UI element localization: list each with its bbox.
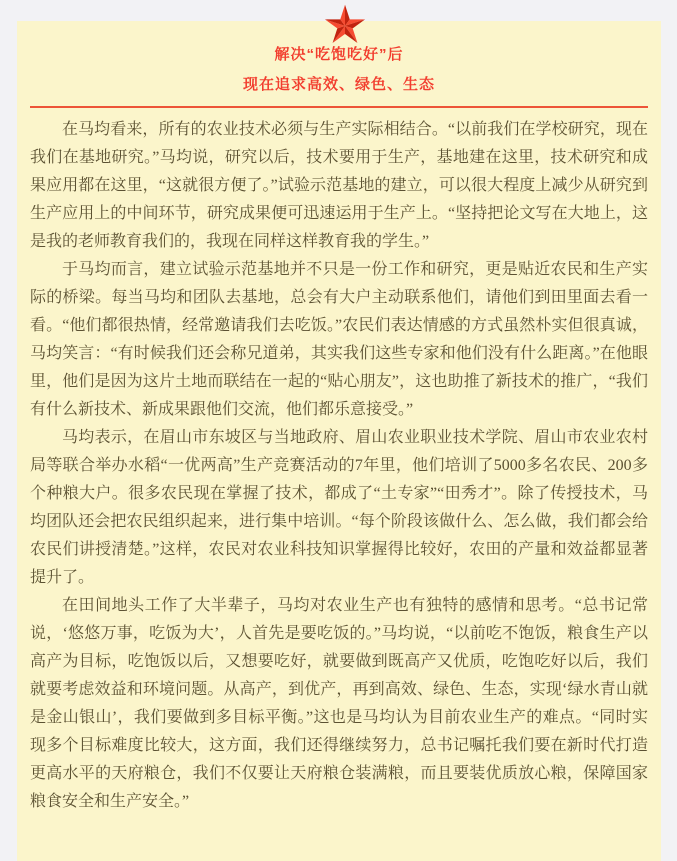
article-title-line1: 解决“吃饱吃好”后 <box>274 46 404 63</box>
article-paragraph-3: 马均表示，在眉山市东坡区与当地政府、眉山农业职业技术学院、眉山市农业农村局等联合举办水稻“一优两高”生产竞赛活动的7年里，他们培训了5000多名农民、200多个种粮大户。很多农民现在掌握了技术，都成了“土专家”“田秀才”。除了传授技术，马均团队还会把农民组织起来，进行集中培训。“每个阶段该做什么、怎么做，我们都会给农民们讲授清楚。”这样，农民对农业科技知识掌握得比较好，农田的产量和效益都显著提升了。 <box>30 429 648 586</box>
article-paragraph-1: 在马均看来，所有的农业技术必须与生产实际相结合。“以前我们在学校研究，现在我们在基地研究。”马均说，研究以后，技术要用于生产，基地建在这里，技术研究和成果应用都在这里，“这就很方便了。”试验示范基地的建立，可以很大程度上减少从研究到生产应用上的中间环节，研究成果便可迅速运用于生产上。“坚持把论文写在大地上，这是我的老师教育我们的，我现在同样这样教育我的学生。” <box>30 121 648 250</box>
red-star-icon <box>322 3 368 47</box>
article-title-line2: 现在追求高效、绿色、生态 <box>242 76 435 93</box>
article-paragraph-4: 在田间地头工作了大半辈子，马均对农业生产也有独特的感情和思考。“总书记常说，‘悠悠万事，吃饭为大’，人首先是要吃饭的。”马均说，“以前吃不饱饭，粮食生产以高产为目标，吃饱饭以后，又想要吃好，就要做到既高产又优质，吃饱吃好以后，我们就要考虑效益和环境问题。从高产，到优产，再到高效、绿色、生态，实现‘绿水青山就是金山银山’，我们要做到多目标平衡。”这也是马均认为目前农业生产的难点。“同时实现多个目标难度比较大，这方面，我们还得继续努力，总书记嘱托我们要在新时代打造更高水平的天府粮仓，我们不仅要让天府粮仓装满粮，而且要装优质放心粮，保障国家粮食安全和生产安全。” <box>30 597 648 810</box>
title-divider <box>30 106 648 108</box>
article-paragraph-2: 于马均而言，建立试验示范基地并不只是一份工作和研究，更是贴近农民和生产实际的桥梁。每当马均和团队去基地，总会有大户主动联系他们，请他们到田里面去看一看。“他们都很热情，经常邀请我们去吃饭。”农民们表达情感的方式虽然朴实但很真诚，马均笑言：“有时候我们还会称兄道弟，其实我们这些专家和他们没有什么距离。”在他眼里，他们是因为这片土地而联结在一起的“贴心朋友”，这也助推了新技术的推广，“我们有什么新技术、新成果跟他们交流，他们都乐意接受。” <box>30 261 648 418</box>
article-body <box>30 116 648 816</box>
article-card <box>17 21 661 861</box>
